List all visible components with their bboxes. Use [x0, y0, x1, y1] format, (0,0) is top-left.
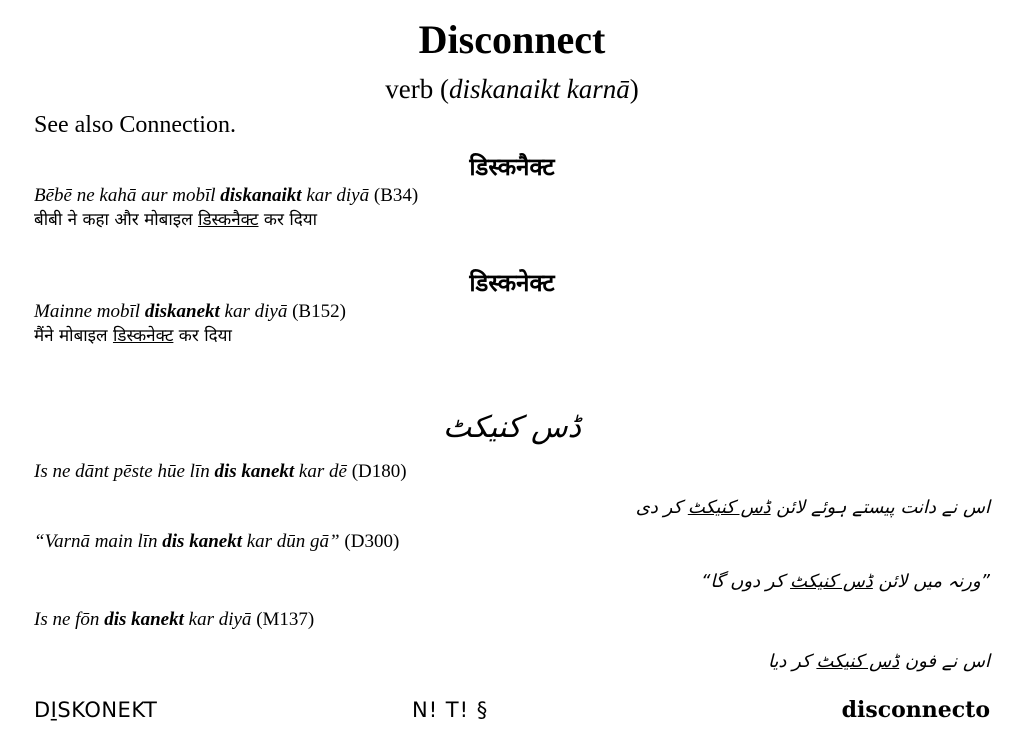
- example-term: dis kanekt: [104, 609, 184, 630]
- paren-open: (: [433, 74, 449, 104]
- example-transliteration: Is ne dānt pēste hūe līn dis kanekt kar dē (D180): [34, 461, 407, 482]
- section-heading-urdu: ڈس کنیکٹ: [443, 410, 581, 445]
- example-term: diskanekt: [144, 301, 220, 322]
- example-transliteration: Bēbē ne kahā aur mobīl diskanaikt kar diyā (B34): [34, 185, 419, 206]
- example-script: मैंने मोबाइल डिस्कनेक्ट कर दिया: [34, 326, 232, 346]
- example-script-term: डिस्कनैक्ट: [198, 210, 259, 230]
- example-script-urdu: اس نے دانت پیستے ہوئے لائن ڈس کنیکٹ کر دی: [635, 497, 990, 518]
- example-reference: (D300): [339, 531, 400, 552]
- example-script: बीबी ने कहा और मोबाइल डिस्कनैक्ट कर दिया: [34, 210, 318, 230]
- pronunciation: diskanaikt karnā: [449, 74, 630, 104]
- example-transliteration: Mainne mobīl diskanekt kar diyā (B152): [34, 301, 346, 322]
- example-script-term: ڈس کنیکٹ: [816, 651, 900, 672]
- example-term: dis kanekt: [214, 461, 295, 482]
- entry-subtitle: [0, 72, 1024, 106]
- example-transliteration: “Varnā main līn dis kanekt kar dūn gā” (D300): [34, 531, 400, 552]
- example-script-term: डिस्कनेक्ट: [112, 326, 174, 346]
- section-heading-hindi-2: डिस्कनेक्ट: [469, 269, 555, 297]
- part-of-speech: verb: [385, 74, 434, 104]
- example-reference: (B152): [287, 301, 346, 322]
- example-transliteration: Is ne fōn dis kanekt kar diyā (M137): [34, 609, 315, 630]
- footer-origin: disconnecto: [841, 697, 990, 723]
- example-script-urdu: ”ورنہ میں لائن ڈس کنیکٹ کر دوں گا“: [701, 571, 990, 592]
- example-term: diskanaikt: [220, 185, 302, 206]
- entry-title: Disconnect: [418, 17, 606, 62]
- example-script-term: ڈس کنیکٹ: [790, 571, 873, 592]
- example-script-urdu: اس نے فون ڈس کنیکٹ کر دیا: [767, 651, 990, 672]
- footer-phonetic: DI̱SKONEKT: [34, 698, 158, 722]
- example-term: dis kanekt: [162, 531, 242, 552]
- example-reference: (M137): [251, 609, 315, 630]
- example-reference: (D180): [346, 461, 407, 482]
- paren-close: ): [629, 74, 639, 104]
- see-also-note: See also Connection.: [34, 112, 236, 138]
- example-reference: (B34): [369, 185, 419, 206]
- section-heading-hindi-1: डिस्कनैक्ट: [469, 153, 555, 181]
- example-script-term: ڈس کنیکٹ: [687, 497, 771, 518]
- footer-code: N! T! §: [412, 698, 489, 722]
